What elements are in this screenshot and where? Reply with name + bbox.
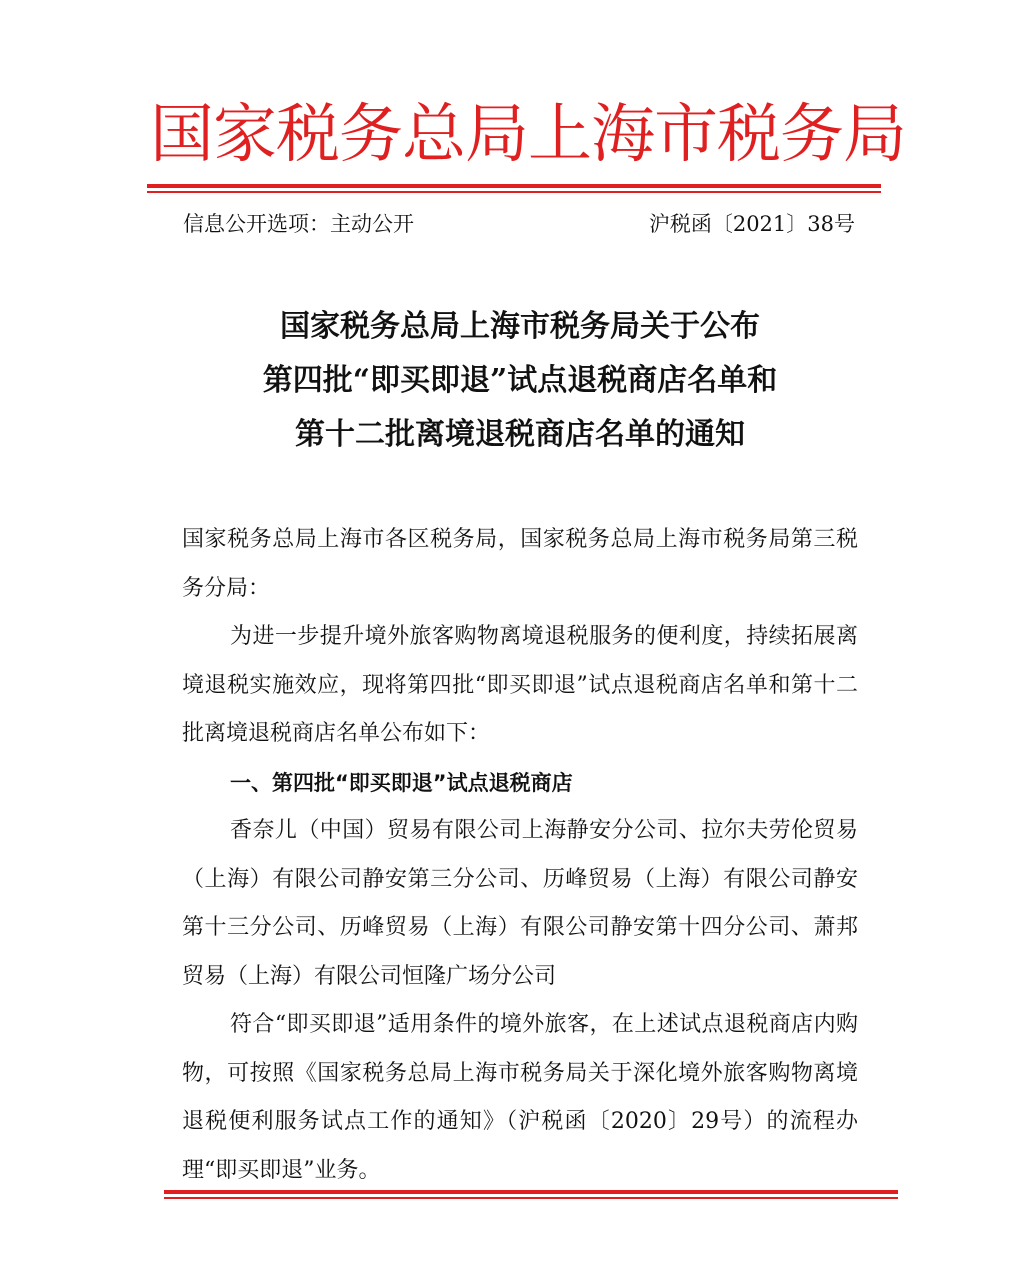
title-line: 第十二批离境退税商店名单的通知 [295,417,745,452]
masthead-divider-thin [147,191,881,193]
document-body [182,516,858,1195]
title-line: 国家税务总局上海市税务局关于公布 [280,309,760,344]
paragraph-procedure: 符合“即买即退”适用条件的境外旅客，在上述试点退税商店内购物，可按照《国家税务总局上海市税务局关于深化境外旅客购物离境退税便利服务试点工作的通知》（沪税函〔2020〕29号）的流程办理“即买即退”业务。 [182,1012,858,1183]
masthead-divider-thick [147,184,881,188]
title-line: 第四批“即买即退”试点退税商店名单和 [262,363,778,398]
document-number: 沪税函〔2021〕38号 [648,212,855,236]
addressee: 国家税务总局上海市各区税务局，国家税务总局上海市税务局第三税务分局： [182,527,858,601]
section-heading: 一、第四批“即买即退”试点退税商店 [230,770,573,795]
footer-divider-thick [164,1190,898,1194]
masthead-title: 国家税务总局上海市税务局 [150,98,906,172]
paragraph-store-list: 香奈儿（中国）贸易有限公司上海静安分公司、拉尔夫劳伦贸易（上海）有限公司静安第三分公司、历峰贸易（上海）有限公司静安第十三分公司、历峰贸易（上海）有限公司静安第十四分公司、萧邦贸易（上海）有限公司恒隆广场分公司 [182,818,858,989]
disclosure-option: 信息公开选项：主动公开 [183,212,414,236]
meta-row [183,207,855,241]
paragraph-intro: 为进一步提升境外旅客购物离境退税服务的便利度，持续拓展离境退税实施效应，现将第四批“即买即退”试点退税商店名单和第十二批离境退税商店名单公布如下： [182,624,858,746]
document-title [160,300,880,462]
footer-divider-thin [164,1197,898,1199]
